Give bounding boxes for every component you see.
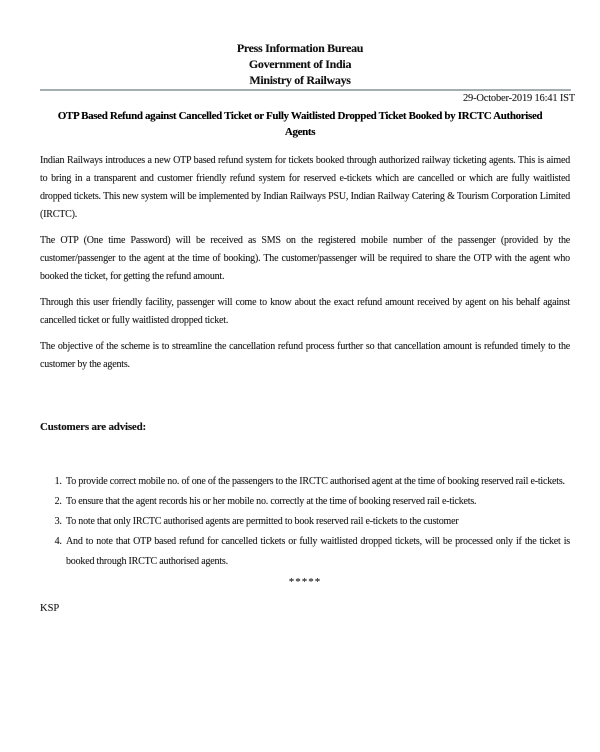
advisory-heading: Customers are advised: xyxy=(40,421,146,433)
author-initials: KSP xyxy=(40,603,60,614)
paragraph-facility: Through this user friendly facility, passenger will come to know about the exact refund amount received by agent on his behalf against cancelled ticket or fully waitlisted dropped ticket. xyxy=(40,297,570,326)
advisory-item-1: 1. To provide correct mobile no. of one of the passengers to the IRCTC authorised agent at the time of booking reserved rail e-tickets. xyxy=(64,472,570,492)
advisory-list xyxy=(40,472,570,572)
press-release-title xyxy=(20,108,580,140)
advisory-item-3: 3. To note that only IRCTC authorised agents are permitted to book reserved rail e-tickets to the customer xyxy=(64,512,570,532)
paragraph-intro: Indian Railways introduces a new OTP based refund system for tickets booked through authorized railway ticketing agents. This is aimed to bring in a transparent and customer friendly refund system for reserved e-tickets which are cancelled or which are fully waitlisted dropped tickets. This new system will be implemented by Indian Railways PSU, Indian Railway Catering & Tourism Corporation Limited (IRCTC). xyxy=(40,155,570,220)
title-line-2: Agents xyxy=(284,126,316,138)
separator-stars: ***** xyxy=(288,576,322,588)
document-body xyxy=(0,152,600,616)
org-name: Press Information Bureau xyxy=(236,41,364,55)
government-name: Government of India xyxy=(248,57,352,71)
paragraph-objective: The objective of the scheme is to streamline the cancellation refund process further so that cancellation amount is refunded timely to the customer by the agents. xyxy=(40,341,570,370)
advisory-item-4: 4. And to note that OTP based refund for cancelled tickets or fully waitlisted dropped tickets, will be processed only if the ticket is booked through IRCTC authorised agents. xyxy=(64,532,570,572)
release-dateline: 29-October-2019 16:41 IST xyxy=(462,93,575,104)
title-line-1: OTP Based Refund against Cancelled Ticket or Fully Waitlisted Dropped Ticket Booked by IRCTC Authorised xyxy=(57,110,543,122)
document-header xyxy=(0,0,600,88)
ministry-name: Ministry of Railways xyxy=(249,73,351,87)
advisory-item-2: 2. To ensure that the agent records his or her mobile no. correctly at the time of booking reserved rail e-tickets. xyxy=(64,492,570,512)
paragraph-otp-sms: The OTP (One time Password) will be received as SMS on the registered mobile number of the passenger (provided by the customer/passenger to the agent at the time of booking). The customer/passenger will be required to share the OTP with the agent who booked the ticket, for getting the refund amount. xyxy=(40,235,570,282)
